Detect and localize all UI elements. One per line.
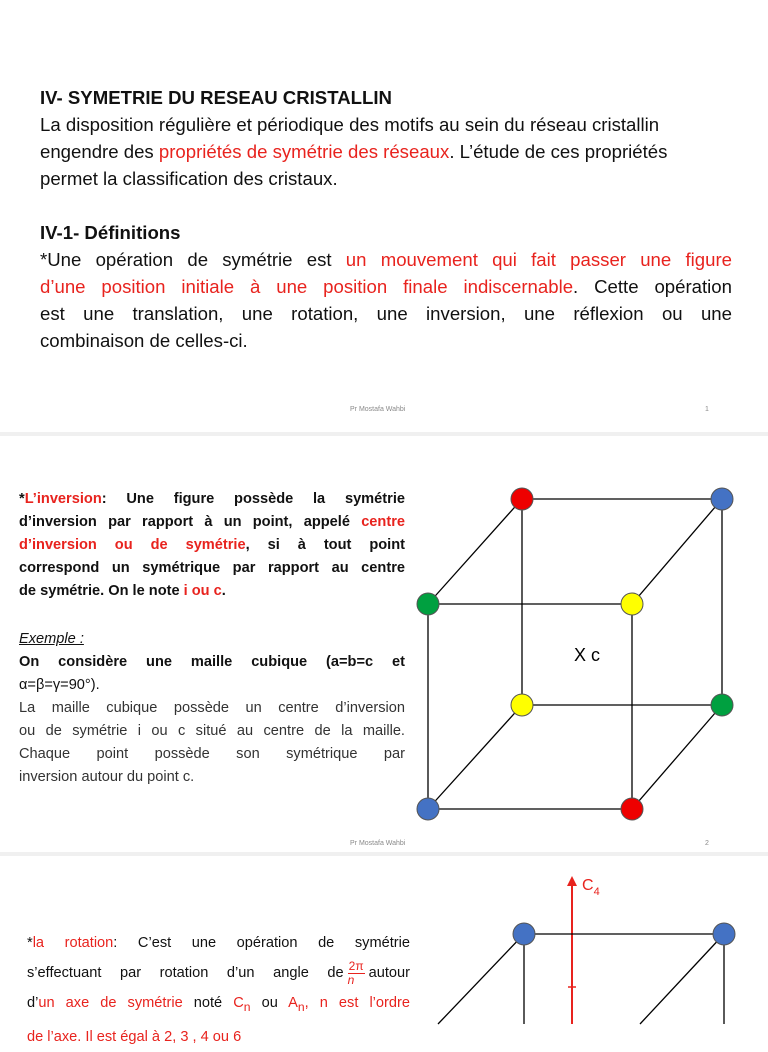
- fraction-denominator: n: [347, 972, 355, 987]
- atom-blue: [711, 488, 733, 510]
- paragraph-line: correspond un symétrique par rapport au centre: [19, 560, 405, 576]
- paragraph-line: [19, 488, 405, 511]
- paragraph-line: [19, 511, 405, 534]
- cubic-cell-diagram: [400, 476, 760, 836]
- text-run: *Une opération de symétrie est: [40, 249, 346, 270]
- cube-edge: [438, 934, 524, 1024]
- inversion-definition: [19, 488, 405, 603]
- atom-green: [417, 593, 439, 615]
- cube-edge: [428, 705, 522, 809]
- text-run: .: [221, 583, 226, 599]
- paragraph-line: [40, 273, 732, 300]
- axis-label: [582, 877, 600, 898]
- atom-blue: [713, 923, 735, 945]
- cube-edge: [428, 499, 522, 604]
- paragraph-line: [19, 534, 405, 557]
- highlight-text: d’une position initiale à une position finale indiscernable: [40, 276, 574, 297]
- cube-edge: [632, 499, 722, 604]
- cube-edge: [632, 705, 722, 809]
- example-block: [19, 628, 405, 789]
- slide-3: [0, 856, 768, 1045]
- atom-yellow: [621, 593, 643, 615]
- example-line: α=β=γ=90°).: [19, 677, 100, 693]
- atom-green: [711, 694, 733, 716]
- paragraph-line: [19, 580, 405, 603]
- section-heading: IV- SYMETRIE DU RESEAU CRISTALLIN: [40, 87, 392, 108]
- atom-blue: [513, 923, 535, 945]
- text-run: . Cette opération: [573, 276, 732, 297]
- description-line: La maille cubique possède un centre d’inversion: [19, 700, 405, 716]
- text-run: autour: [368, 965, 410, 981]
- text-run: noté: [182, 995, 234, 1011]
- slide-2: [0, 436, 768, 852]
- atom-red: [621, 798, 643, 820]
- footer-author: Pr Mostafa Wahbi: [350, 840, 406, 847]
- text-run: : C’est une opération de symétrie: [113, 935, 411, 951]
- example-label: Exemple :: [19, 631, 84, 647]
- paragraph-line: La disposition régulière et périodique des motifs au sein du réseau cristallin: [40, 114, 660, 135]
- slide-1: [0, 0, 768, 432]
- text-run: engendre des: [40, 141, 159, 162]
- atom-blue: [417, 798, 439, 820]
- axis-arrow-icon: [567, 876, 577, 886]
- axis-label-main: C: [582, 877, 594, 894]
- paragraph-line: [40, 138, 732, 165]
- cube-edge: [640, 934, 724, 1024]
- paragraph-line: [27, 928, 410, 958]
- description-line: inversion autour du point c.: [19, 769, 195, 785]
- text-run: : Une figure possède la symétrie: [101, 491, 405, 507]
- highlight-text: un mouvement qui fait passer une figure: [345, 249, 732, 270]
- paragraph-line: [27, 958, 410, 988]
- text-run: ou: [250, 995, 289, 1011]
- paragraph-line: permet la classification des cristaux.: [40, 168, 338, 189]
- highlight-text: , n est l’ordre: [304, 995, 410, 1011]
- text-run: d’: [27, 995, 39, 1011]
- highlight-text: L’inversion: [24, 491, 102, 507]
- footer-page-number: 2: [705, 840, 709, 847]
- paragraph-line: est une translation, une rotation, une inversion, une réflexion ou une: [40, 303, 732, 324]
- atom-red: [511, 488, 533, 510]
- section-symmetry: [40, 84, 732, 192]
- rotation-axis-diagram: [420, 856, 768, 1024]
- inversion-center-label: X c: [574, 645, 601, 665]
- example-line: On considère une maille cubique (a=b=c et: [19, 654, 405, 670]
- text-run: *: [27, 935, 33, 951]
- subsection-heading: IV-1- Définitions: [40, 222, 181, 243]
- text-run: s’effectuant par rotation d’un angle de: [27, 965, 344, 981]
- highlight-text: centre: [361, 514, 405, 530]
- subscript: n: [243, 999, 251, 1014]
- footer-author: Pr Mostafa Wahbi: [350, 406, 406, 413]
- axis-label-sub: 4: [593, 886, 600, 898]
- highlight-text: d’inversion ou de symétrie: [19, 537, 246, 553]
- paragraph-line: combinaison de celles-ci.: [40, 330, 248, 351]
- text-run: *: [19, 491, 25, 507]
- rotation-definition: [27, 928, 410, 1052]
- highlight-text: la rotation: [32, 935, 114, 951]
- angle-fraction: [348, 960, 365, 987]
- text-run: . L’étude de ces propriétés: [449, 141, 668, 162]
- text-run: d’inversion par rapport à un point, appelé: [19, 514, 362, 530]
- highlight-text: propriétés de symétrie des réseaux: [158, 141, 450, 162]
- fraction-numerator: 2π: [348, 958, 364, 973]
- subscript: n: [297, 999, 305, 1014]
- highlight-text: un axe de symétrie: [38, 995, 183, 1011]
- text-run: , si à tout point: [245, 537, 405, 553]
- highlight-text: C: [233, 995, 244, 1011]
- description-line: ou de symétrie i ou c situé au centre de la maille.: [19, 723, 405, 739]
- description-line: Chaque point possède son symétrique par: [19, 746, 405, 762]
- footer-page-number: 1: [705, 406, 709, 413]
- paragraph-line: [27, 988, 410, 1022]
- highlight-text: A: [288, 995, 298, 1011]
- highlight-text: i ou c: [183, 583, 222, 599]
- paragraph-line-partial: de l’axe. Il est égal à 2, 3 , 4 ou 6: [27, 1028, 242, 1045]
- section-definitions: [40, 219, 732, 354]
- text-run: de symétrie. On le note: [19, 583, 184, 599]
- paragraph-line: [40, 246, 732, 273]
- atom-yellow: [511, 694, 533, 716]
